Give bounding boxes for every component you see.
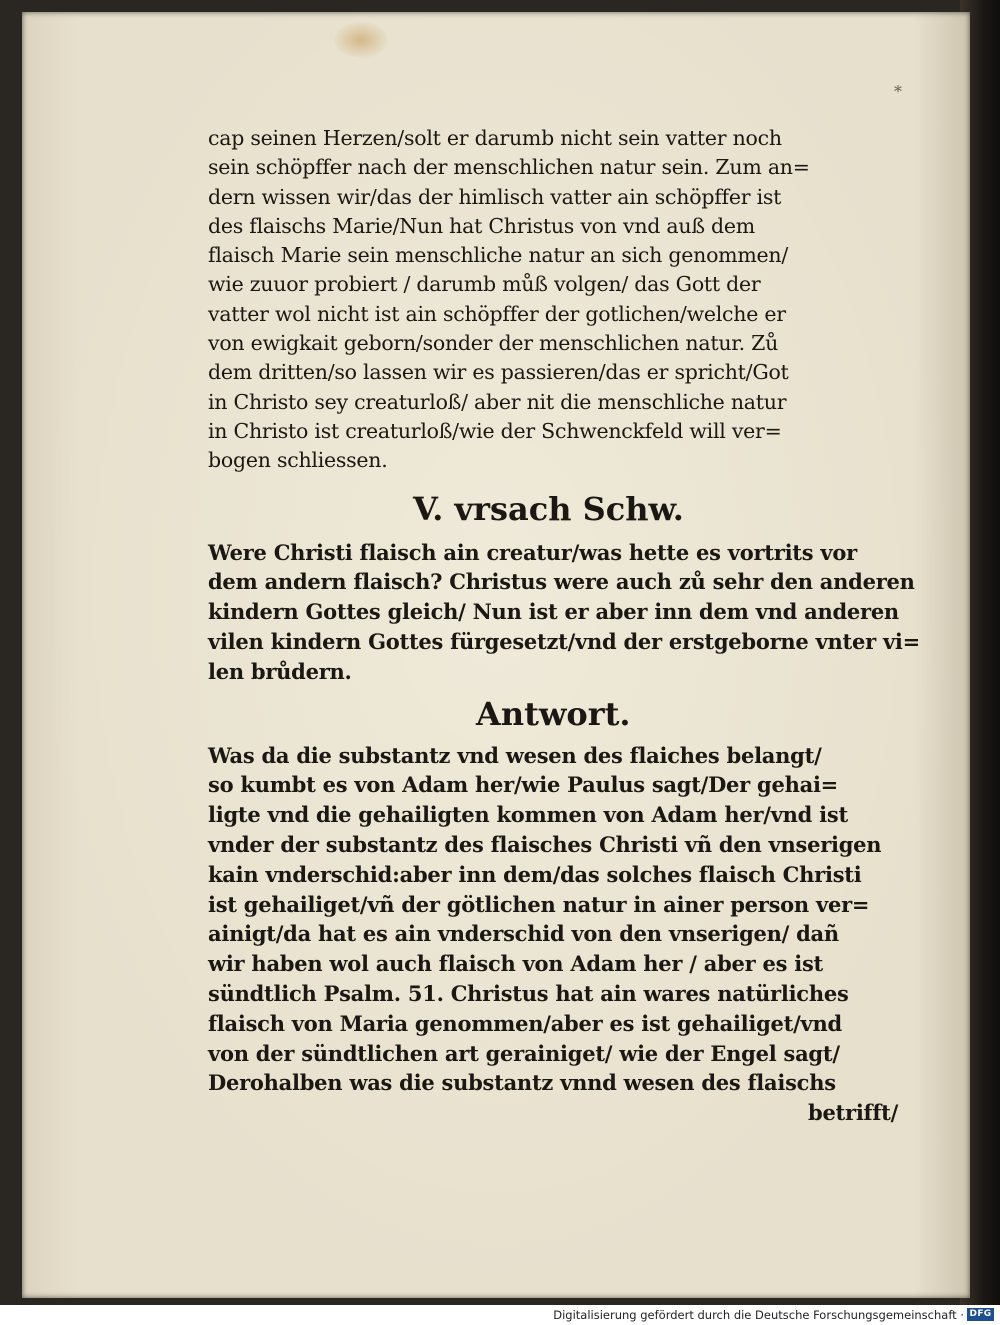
text-line: ist gehailiget/vñ der götlichen natur in ainer person ver=	[208, 891, 870, 917]
text-line: kindern Gottes gleich/ Nun ist er aber inn dem vnd anderen	[208, 599, 899, 625]
funding-notice: Digitalisierung gefördert durch die Deutsche Forschungsgemeinschaft ·	[553, 1308, 964, 1322]
text-line: so kumbt es von Adam her/wie Paulus sagt/Der gehai=	[208, 772, 839, 798]
text-line: vatter wol nicht ist ain schöpffer der gotlichen/welche er	[208, 301, 786, 326]
text-line: wie zuuor probiert / darumb můß volgen/ das Gott der	[208, 272, 761, 297]
paragraph-3	[208, 741, 898, 1128]
text-line: dem dritten/so lassen wir es passieren/das er spricht/Got	[208, 360, 789, 385]
section-heading: V. vrsach Schw.	[413, 489, 684, 528]
text-line: wir haben wol auch flaisch von Adam her / aber es ist	[208, 951, 823, 977]
paragraph-2	[208, 538, 921, 687]
text-line: des flaischs Marie/Nun hat Christus von vnd auß dem	[208, 213, 755, 238]
text-line: kain vnderschid:aber inn dem/das solches flaisch Christi	[208, 861, 862, 887]
text-line: len brůdern.	[208, 658, 352, 684]
text-line: von der sündtlichen art gerainiget/ wie der Engel sagt/	[208, 1040, 840, 1066]
text-line: in Christo sey creaturloß/ aber nit die menschliche natur	[208, 389, 787, 414]
text-line: Derohalben was die substantz vnnd wesen des flaischs	[208, 1070, 836, 1096]
catchword: betrifft/	[808, 1100, 898, 1126]
answer-heading: Antwort.	[476, 694, 631, 733]
corner-mark: *	[894, 82, 902, 101]
text-line: cap seinen Herzen/solt er darumb nicht sein vatter noch	[208, 126, 782, 150]
footer-bar	[0, 1305, 1000, 1325]
text-line: von ewigkait geborn/sonder der menschlichen natur. Zů	[208, 331, 779, 356]
text-line: ainigt/da hat es ain vnderschid von den vnserigen/ dañ	[208, 921, 839, 947]
text-line: sein schöpffer nach der menschlichen natur sein. Zum an=	[208, 155, 810, 180]
text-line: dern wissen wir/das der himlisch vatter ain schöpffer ist	[208, 184, 782, 209]
text-line: vnder der substantz des flaisches Christi vñ den vnserigen	[208, 831, 882, 857]
dfg-logo[interactable]: DFG	[967, 1308, 994, 1321]
text-line: in Christo ist creaturloß/wie der Schwenckfeld will ver=	[208, 418, 782, 443]
text-line: vilen kindern Gottes fürgesetzt/vnd der erstgeborne vnter vi=	[208, 628, 921, 654]
text-line: dem andern flaisch? Christus were auch zů sehr den anderen	[208, 569, 915, 595]
text-block	[208, 124, 921, 1128]
text-line: ligte vnd die gehailigten kommen von Adam her/vnd ist	[208, 802, 848, 828]
text-line: bogen schliessen.	[208, 448, 388, 473]
paper-stain	[334, 22, 388, 58]
text-line: Were Christi flaisch ain creatur/was hette es vortrits vor	[208, 539, 857, 565]
text-line: Was da die substantz vnd wesen des flaiches belangt/	[208, 742, 822, 768]
paragraph-1	[208, 124, 898, 476]
text-line: flaisch von Maria genommen/aber es ist gehailiget/vnd	[208, 1010, 842, 1036]
text-line: sündtlich Psalm. 51. Christus hat ain wares natürliches	[208, 980, 849, 1006]
text-line: flaisch Marie sein menschliche natur an sich genommen/	[208, 243, 789, 268]
